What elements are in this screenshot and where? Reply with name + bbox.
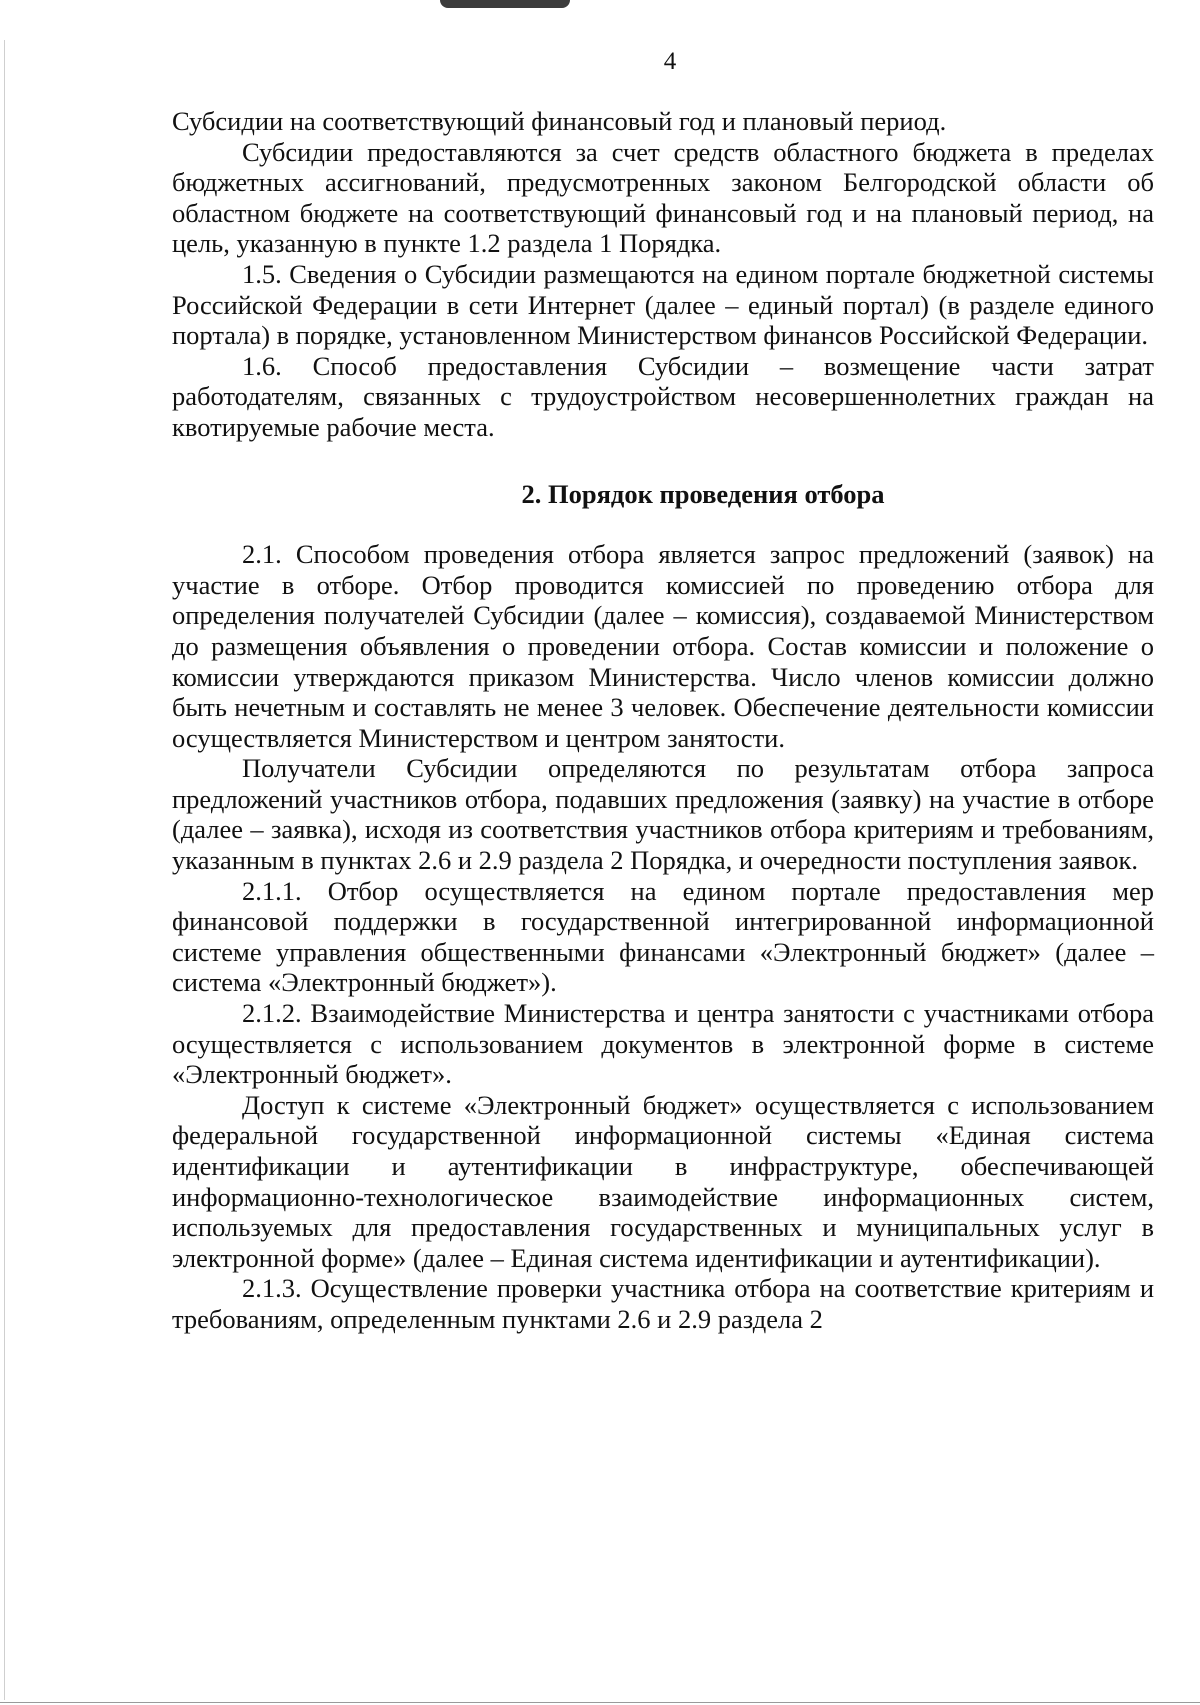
paragraph: 2.1.3. Осуществление проверки участника отбора на соответствие критериям и требованиям, определенным пунктами 2.6 и 2.9 раздела 2 — [172, 1273, 1154, 1334]
paragraph: Субсидии на соответствующий финансовый год и плановый период. — [172, 106, 947, 136]
section-heading: 2. Порядок проведения отбора — [521, 478, 885, 509]
section-1-continuation — [172, 106, 1154, 443]
document-body — [172, 106, 1154, 1335]
scan-edge-bottom — [0, 1702, 1200, 1703]
section-2-body — [172, 539, 1154, 1334]
scan-artifact — [440, 0, 570, 8]
paragraph: 2.1.2. Взаимодействие Министерства и центра занятости с участниками отбора осуществляется с использованием документов в электронной форме в системе «Электронный бюджет». — [172, 998, 1154, 1090]
paragraph: Субсидии предоставляются за счет средств областного бюджета в пределах бюджетных ассигнований, предусмотренных законом Белгородской области об областном бюджете на соответствующий финансовый год и на плановый период, на цель, указанную в пункте 1.2 раздела 1 Порядка. — [172, 136, 1154, 259]
paragraph: Получатели Субсидии определяются по результатам отбора запроса предложений участников отбора, подавших предложения (заявку) на участие в отборе (далее – заявка), исходя из соответствия участников отбора критериям и требованиям, указанным в пунктах 2.6 и 2.9 раздела 2 Порядка, и очередности поступления заявок. — [172, 753, 1154, 876]
paragraph: Доступ к системе «Электронный бюджет» осуществляется с использованием федеральной государственной информационной системы «Единая система идентификации и аутентификации в инфраструктуре, обеспечивающей информационно-технологическое взаимодействие информационных систем, используемых для предоставления государственных и муниципальных услуг в электронной форме» (далее – Единая система идентификации и аутентификации). — [172, 1089, 1154, 1273]
paragraph: 1.5. Сведения о Субсидии размещаются на едином портале бюджетной системы Российской Федерации в сети Интернет (далее – единый портал) (в разделе единого портала) в порядке, установленном Министерством финансов Российской Федерации. — [172, 258, 1154, 351]
scan-edge-left — [4, 40, 5, 1700]
paragraph: 1.6. Способ предоставления Субсидии – возмещение части затрат работодателям, связанных с трудоустройством несовершеннолетних граждан на квотируемые рабочие места. — [172, 350, 1154, 442]
paragraph: 2.1.1. Отбор осуществляется на едином портале предоставления мер финансовой поддержки в государственной интегрированной информационной системе управления общественными финансами «Электронный бюджет» (далее – система «Электронный бюджет»). — [172, 875, 1154, 998]
page-number: 4 — [663, 48, 677, 75]
paragraph: 2.1. Способом проведения отбора является запрос предложений (заявок) на участие в отборе. Отбор проводится комиссией по проведению отбора для определения получателей Субсидии (далее – комиссия), создаваемой Министерством до размещения объявления о проведении отбора. Состав комиссии и положение о комиссии утверждаются приказом Министерства. Число членов комиссии должно быть нечетным и составлять не менее 3 человек. Обеспечение деятельности комиссии осуществляется Министерством и центром занятости. — [172, 539, 1154, 753]
